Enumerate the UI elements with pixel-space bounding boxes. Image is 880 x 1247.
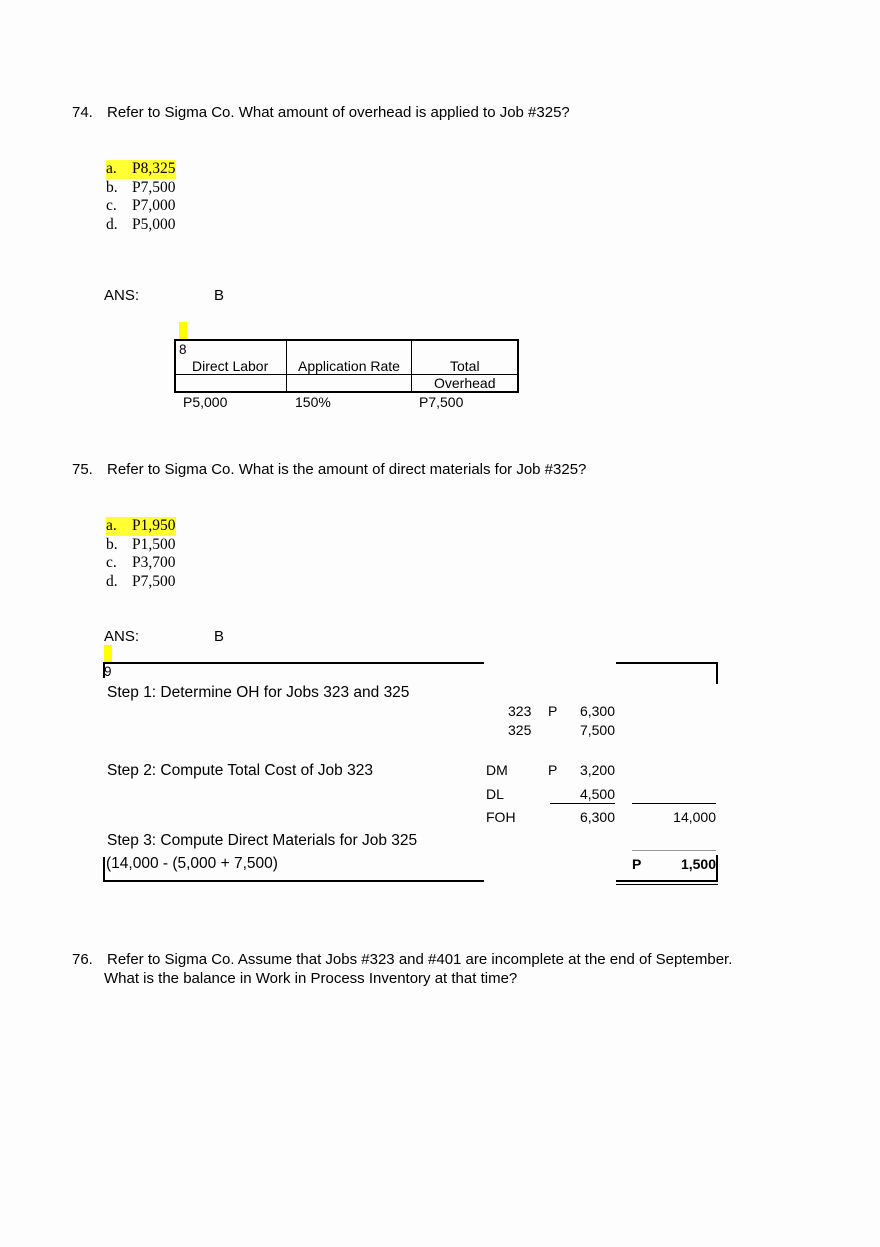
q75-ref-number: 9 [104,664,112,679]
q75-option-d[interactable]: d. P7,500 [106,572,176,590]
step2-amount-dl: 4,500 [579,786,615,802]
step2-amount-dm: 3,200 [579,762,615,778]
table-right-border [517,339,519,392]
q74-options [106,160,176,234]
step1-amount-325: 7,500 [579,722,615,738]
step3-result: 1,500 [680,856,716,872]
step2-currency: P [548,762,558,778]
step1-amount-323: 6,300 [579,703,615,719]
q74-text: Refer to Sigma Co. What amount of overhead is applied to Job #325? [107,104,570,121]
q74-ref-marker [179,322,187,339]
header-direct-labor: Direct Labor [192,358,269,374]
q76-text-line1: Refer to Sigma Co. Assume that Jobs #323 and #401 are incomplete at the end of September. [107,951,733,968]
step3-formula: (14,000 - (5,000 + 7,500) [106,855,278,872]
step2-total-line [632,803,716,804]
q75-number: 75. [72,461,93,478]
step1-job-325: 325 [508,722,532,738]
q74-ans-label: ANS: [104,287,140,304]
q76-text-line2: What is the balance in Work in Process Inventory at that time? [104,970,518,987]
header-overhead: Overhead [434,375,496,391]
q75-ref-marker [104,645,112,662]
table-bottom-border [174,391,519,393]
q75-option-c[interactable]: c. P3,700 [106,554,176,571]
solution-left-tick-bottom [103,857,105,881]
step1-job-323: 323 [508,703,532,719]
solution-double-underline [616,884,718,885]
step2-sum-line [550,803,615,804]
step3-label: Step 3: Compute Direct Materials for Job 325 [107,832,418,849]
q75-options [106,517,176,591]
q76-number: 76. [72,951,93,968]
value-direct-labor: P5,000 [183,394,228,410]
solution-top-border-right [616,662,718,664]
q74-number: 74. [72,104,93,121]
solution-bottom-border-left [103,880,484,882]
step2-item-dm: DM [486,762,508,778]
step2-item-dl: DL [486,786,504,802]
solution-right-tick-top [716,662,718,684]
q74-option-c[interactable]: c. P7,000 [106,197,176,214]
q75-option-b[interactable]: b. P1,500 [106,535,176,553]
step3-result-line [632,850,716,851]
solution-right-tick-bottom [716,855,718,882]
step2-item-foh: FOH [486,809,516,825]
q75-option-a[interactable]: a. P1,950 [106,517,176,534]
step3-result-currency: P [632,856,642,872]
q75-ans-value: B [214,628,225,645]
step1-label: Step 1: Determine OH for Jobs 323 and 325 [107,684,410,701]
q74-option-b[interactable]: b. P7,500 [106,178,176,196]
header-application-rate: Application Rate [298,358,400,374]
table-left-border [174,339,176,392]
header-total: Total [450,358,480,374]
q75-ans-label: ANS: [104,628,140,645]
value-application-rate: 150% [295,394,331,410]
solution-bottom-border-right [616,880,718,882]
q74-option-d[interactable]: d. P5,000 [106,215,176,233]
table-divider-1 [286,339,287,392]
step1-currency: P [548,703,558,719]
step2-label: Step 2: Compute Total Cost of Job 323 [107,762,373,779]
q74-ref-number: 8 [179,342,187,357]
solution-top-border-left [103,662,484,664]
q75-text: Refer to Sigma Co. What is the amount of direct materials for Job #325? [107,461,587,478]
step2-total: 14,000 [673,809,716,825]
value-total-overhead: P7,500 [419,394,464,410]
table-top-border [174,339,519,341]
step2-amount-foh: 6,300 [579,809,615,825]
q74-option-a[interactable]: a. P8,325 [106,160,176,177]
table-divider-2 [411,339,412,392]
q74-ans-value: B [214,287,225,304]
